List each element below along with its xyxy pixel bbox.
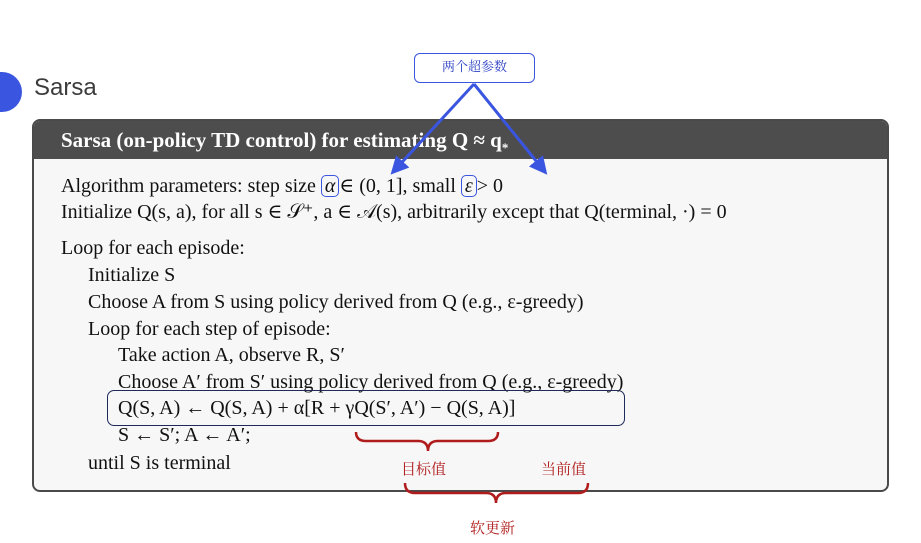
section-title: Sarsa bbox=[34, 74, 97, 101]
loop-step-line: Loop for each step of episode: bbox=[88, 318, 331, 340]
algorithm-parameters-line: Algorithm parameters: step size α ∈ (0, 1], small ε > 0 bbox=[61, 175, 504, 197]
initialize-s-line: Initialize S bbox=[88, 264, 176, 286]
initialize-q-line: Initialize Q(s, a), for all s ∈ 𝒮⁺, a ∈ 𝒜(s), arbitrarily except that Q(terminal, ·) = 0 bbox=[61, 201, 727, 223]
until-terminal-line: until S is terminal bbox=[88, 452, 231, 474]
choose-a-prime-line: Choose A′ from S′ using policy derived from Q (e.g., ε-greedy) bbox=[118, 371, 624, 393]
current-value-label: 当前值 bbox=[541, 460, 587, 478]
hyperparameters-callout: 两个超参数 bbox=[414, 53, 535, 83]
loop-episode-line: Loop for each episode: bbox=[61, 237, 245, 259]
update-rule-line: Q(S, A) ← Q(S, A) + α[R + γQ(S′, A′) − Q(S, A)] bbox=[118, 397, 516, 419]
target-value-label: 目标值 bbox=[401, 460, 447, 478]
arrow-to-epsilon bbox=[474, 84, 545, 172]
target-value-brace bbox=[356, 432, 498, 451]
arrow-to-alpha bbox=[393, 84, 474, 172]
choose-a-line: Choose A from S using policy derived from Q (e.g., ε-greedy) bbox=[88, 291, 584, 313]
soft-update-brace bbox=[405, 483, 588, 503]
soft-update-label: 软更新 bbox=[470, 519, 516, 537]
take-action-line: Take action A, observe R, S′ bbox=[118, 344, 345, 366]
alpha-highlight: α bbox=[321, 175, 340, 197]
assign-line: S ← S′; A ← A′; bbox=[118, 424, 251, 446]
epsilon-highlight: ε bbox=[461, 175, 477, 197]
algorithm-header: Sarsa (on-policy TD control) for estimating $Q \approx q_*$ bbox=[34, 121, 887, 159]
